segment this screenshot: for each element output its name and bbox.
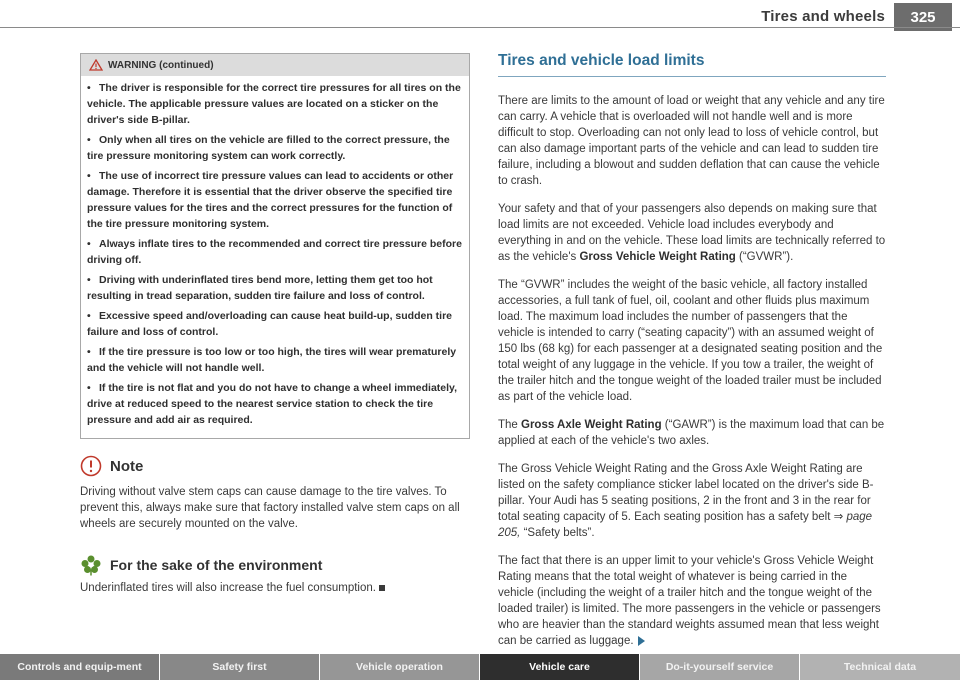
environment-text: Underinflated tires will also increase the fuel consumption. <box>80 580 470 596</box>
note-heading-row <box>80 455 470 477</box>
warning-box <box>80 53 470 439</box>
warning-list <box>81 76 469 438</box>
right-column <box>498 52 886 649</box>
environment-heading-row <box>80 554 470 576</box>
term-gawr: Gross Axle Weight Rating <box>521 419 662 431</box>
warning-item: • Always inflate tires to the recommended and correct tire pressure before driving off. <box>87 238 462 266</box>
footer-nav <box>0 654 960 680</box>
note-title: Note <box>110 457 144 475</box>
article-paragraph: The fact that there is an upper limit to your vehicle's Gross Vehicle Weight Rating means that the total weight of whatever is being carried in the vehicle (including the weight of a trailer hitch and the tongue weight of the loaded trailer) is limited. The more passengers in the vehicle or passengers who are heavier than the standard weights assumed mean that less weight can be carried as luggage. <box>498 555 881 647</box>
warning-item: • Only when all tires on the vehicle are filled to the correct pressure, the tire pressure monitoring system can work correctly. <box>87 134 450 162</box>
end-of-section-marker <box>379 585 385 591</box>
page-number: 325 <box>894 3 952 31</box>
article-paragraph: Your safety and that of your passengers also depends on making sure that load limits are not exceeded. Vehicle load includes everybody and everything in and on the vehicle. These load limits are technically referred to as the vehicle's Gross Vehicle Weight Rating (“GVWR”). <box>498 203 886 263</box>
warning-item: • Driving with underinflated tires bend more, letting them get too hot resulting in tread separation, sudden tire failure and loss of control. <box>87 274 433 302</box>
warning-item: • Excessive speed and/overloading can cause heat build-up, sudden tire failure and loss of control. <box>87 310 453 338</box>
term-gvwr: Gross Vehicle Weight Rating <box>579 251 736 263</box>
continue-arrow-icon <box>638 636 645 646</box>
warning-item: • If the tire pressure is too low or too high, the tires will wear prematurely and the vehicle will not handle well. <box>87 346 457 374</box>
warning-heading: WARNING (continued) <box>108 59 214 71</box>
warning-triangle-icon <box>89 59 103 71</box>
tab-vehicle-operation[interactable]: Vehicle operation <box>320 654 480 680</box>
article-paragraph: The “GVWR” includes the weight of the basic vehicle, all factory installed accessories, a full tank of fuel, oil, coolant and other fluids plus maximum load. The maximum load includes the number of passengers that the vehicle is intended to carry (“seating capacity”) with an assumed weight of 150 lbs (68 kg) for each passenger at a designated seating position and the total weight of any luggage in the vehicle. If you tow a trailer, the weight of the trailer hitch and the tongue weight of the loaded trailer must be included as part of the vehicle load. <box>498 279 883 403</box>
flower-leaf-icon <box>80 554 102 576</box>
page-reference-link[interactable]: page 205, <box>498 511 873 539</box>
article-paragraph: There are limits to the amount of load or weight that any vehicle and any tire can carry. A vehicle that is overloaded will not handle well and is more difficult to stop. Overloading can not only lead to loss of vehicle control, but can also damage important parts of the vehicle and can lead to sudden tire failure, including a blowout and sudden deflation that can cause the vehicle to crash. <box>498 95 885 187</box>
warning-item: • If the tire is not flat and you do not have to change a wheel immediately, drive at reduced speed to the nearest service station to check the tire pressure and add air as required. <box>87 382 458 426</box>
note-text: Driving without valve stem caps can cause damage to the tire valves. To prevent this, always make sure that factory installed valve stem caps on all wheels are securely mounted on the valve. <box>80 486 460 530</box>
section-title: Tires and wheels <box>761 8 885 25</box>
tab-safety-first[interactable]: Safety first <box>160 654 320 680</box>
warning-item: • The use of incorrect tire pressure values can lead to accidents or other damage. Therefore it is essential that the driver observe the specified tire pressure values for the tires and the correct pressures for the function of the tire pressure monitoring system. <box>87 170 454 230</box>
tab-technical-data[interactable]: Technical data <box>800 654 960 680</box>
tab-controls-and-equipment[interactable]: Controls and equip-ment <box>0 654 160 680</box>
note-exclamation-icon <box>80 455 102 477</box>
article-title: Tires and vehicle load limits <box>498 52 886 77</box>
tab-vehicle-care[interactable]: Vehicle care <box>480 654 640 680</box>
warning-header <box>81 54 469 76</box>
environment-title: For the sake of the environment <box>110 557 323 573</box>
article-paragraph: The Gross Vehicle Weight Rating and the Gross Axle Weight Rating are listed on the safety compliance sticker label located on the driver's side B-pillar. Your Audi has 5 seating positions, 2 in the front and 3 in the rear for total seating capacity of 5. Each seating position has a safety belt ⇒ page 205, “Safety belts”. <box>498 463 874 539</box>
warning-item: • The driver is responsible for the correct tire pressures for all tires on the vehicle. The applicable pressure values are located on a sticker on the driver's side B-pillar. <box>87 82 461 126</box>
tab-do-it-yourself-service[interactable]: Do-it-yourself service <box>640 654 800 680</box>
left-column <box>80 53 470 596</box>
header-rule <box>0 27 960 28</box>
article-paragraph: The Gross Axle Weight Rating (“GAWR”) is the maximum load that can be applied at each of the vehicle's two axles. <box>498 419 885 447</box>
